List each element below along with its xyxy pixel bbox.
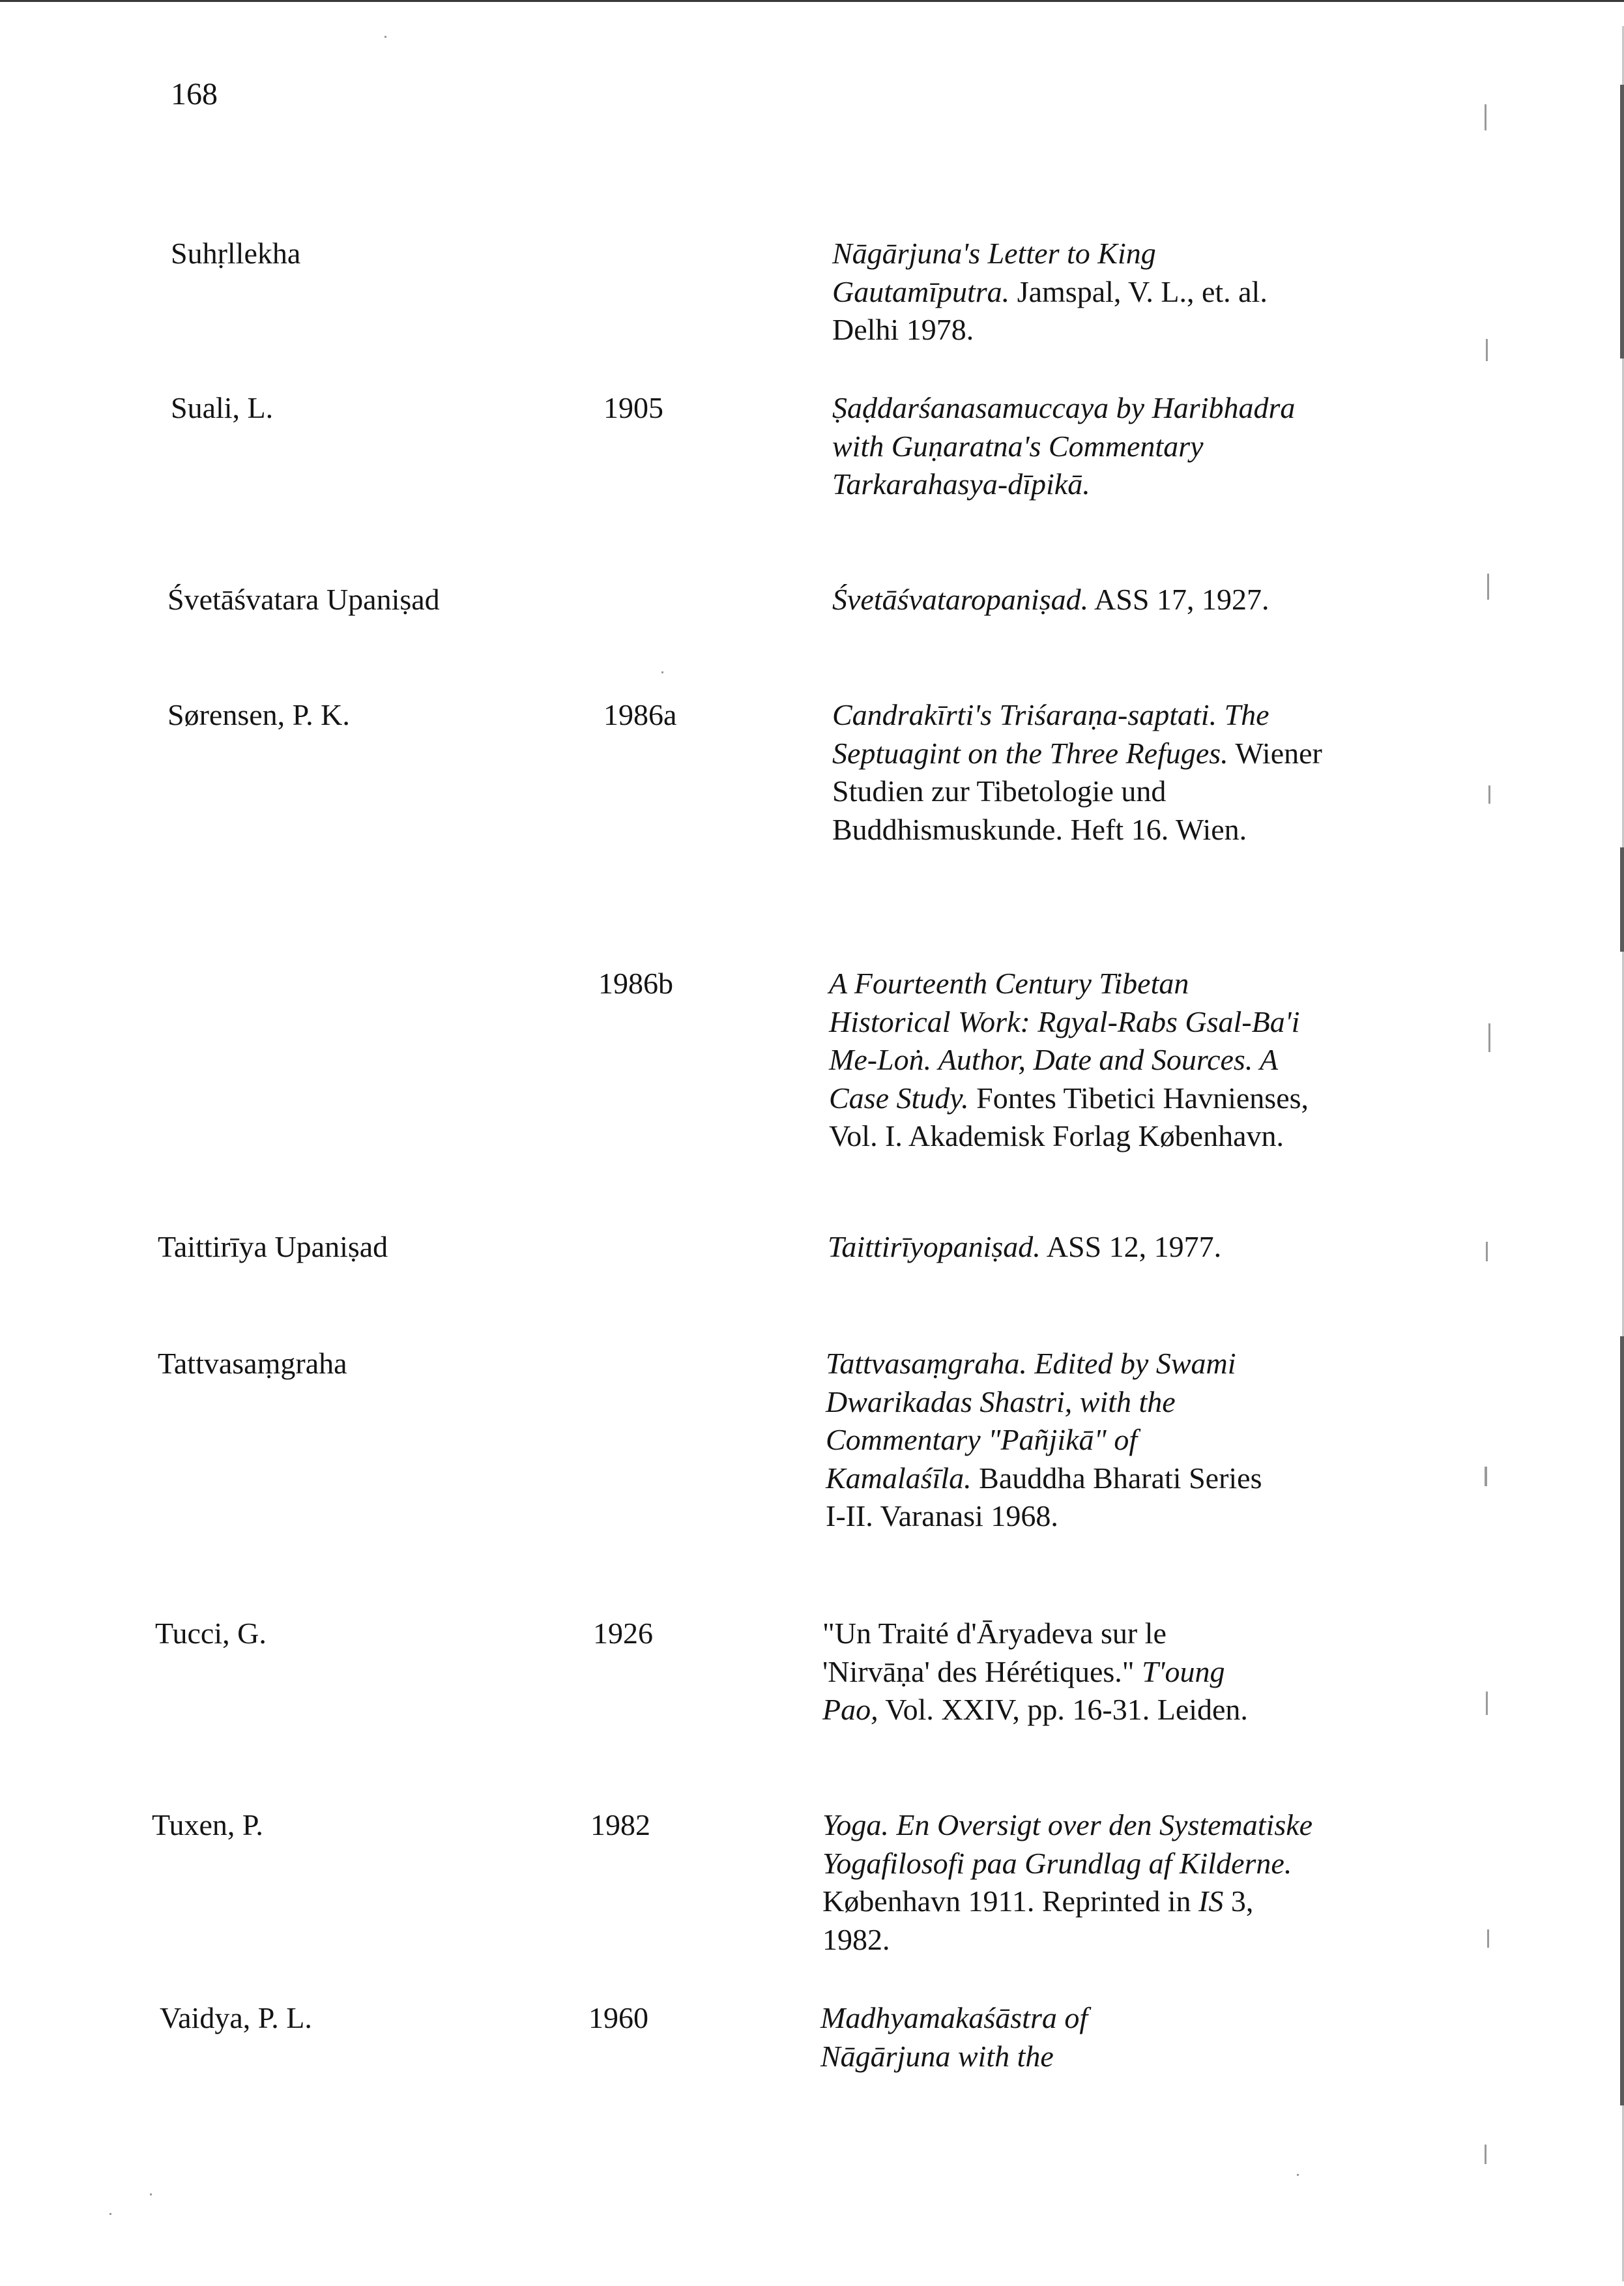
scan-edge-mark bbox=[1620, 847, 1624, 952]
reference-details: København 1911. Reprinted in bbox=[822, 1884, 1199, 1918]
entry-year: 1986b bbox=[598, 967, 673, 1000]
entry-author: Suali, L. bbox=[171, 391, 274, 424]
entry-author: Śvetāśvatara Upaniṣad bbox=[167, 583, 440, 616]
entry-author: Tucci, G. bbox=[155, 1617, 267, 1650]
reference-details: Vol. XXIV, pp. 16-31. Leiden. bbox=[878, 1693, 1248, 1726]
scan-speck bbox=[1488, 785, 1490, 804]
entry-reference bbox=[832, 235, 1327, 349]
entry-year: 1926 bbox=[593, 1617, 653, 1650]
reference-details: ASS 17, 1927. bbox=[1088, 583, 1269, 616]
scan-speck bbox=[1487, 1929, 1489, 1948]
entry-reference bbox=[828, 1228, 1323, 1267]
page-number: 168 bbox=[171, 77, 218, 111]
scan-speck bbox=[1487, 574, 1489, 600]
reference-title: Nāgārjuna's Letter to King Gautamīputra. bbox=[832, 237, 1156, 308]
entry-author: Vaidya, P. L. bbox=[160, 2001, 312, 2034]
entry-reference bbox=[820, 1999, 1225, 2075]
reference-details: Wiener Studien zur Tibetologie und Buddhismuskunde. Heft 16. Wien. bbox=[832, 736, 1322, 846]
reference-title: A Fourteenth Century Tibetan Historical Work: Rgyal-Rabs Gsal-Ba'i Me-Loṅ. Author, Date and Sources. A Case Study. bbox=[829, 967, 1300, 1115]
entry-year: 1986a bbox=[603, 698, 677, 731]
reference-title: Taittirīyopaniṣad. bbox=[828, 1230, 1041, 1263]
entry-reference bbox=[822, 1615, 1279, 1729]
entry-author: Tattvasaṃgraha bbox=[158, 1347, 347, 1380]
scan-speck bbox=[109, 2213, 111, 2215]
entry-author: Tuxen, P. bbox=[152, 1808, 263, 1841]
scan-speck bbox=[150, 2193, 152, 2195]
entry-reference bbox=[832, 389, 1327, 504]
scan-edge-mark bbox=[1620, 85, 1624, 359]
reference-details: Bauddha Bharati Series I-II. Varanasi 1968. bbox=[826, 1461, 1262, 1532]
scan-speck bbox=[1485, 1467, 1487, 1486]
entry-year: 1960 bbox=[588, 2001, 648, 2034]
entry-year: 1982 bbox=[590, 1808, 650, 1841]
reference-details: Fontes Tibetici Havnienses, Vol. I. Akademisk Forlag København. bbox=[829, 1081, 1309, 1152]
reference-title: Candrakīrti's Triśaraṇa-saptati. The Septuagint on the Three Refuges. bbox=[832, 698, 1269, 770]
reference-title: Tattvasaṃgraha. Edited by Swami Dwarikadas Shastri, with the Commentary "Pañjikā" of Kamalaśīla. bbox=[826, 1347, 1236, 1495]
reference-details: ASS 12, 1977. bbox=[1040, 1230, 1222, 1263]
entry-reference bbox=[822, 1806, 1318, 1959]
entry-reference bbox=[829, 965, 1311, 1156]
entry-author: Sørensen, P. K. bbox=[167, 698, 350, 731]
scan-speck bbox=[1486, 1692, 1488, 1715]
scan-speck bbox=[1488, 1023, 1490, 1052]
scan-speck bbox=[1297, 2174, 1299, 2176]
entry-reference bbox=[832, 696, 1327, 849]
entry-reference bbox=[832, 581, 1327, 619]
reference-details: Jamspal, V. L., et. al. Delhi 1978. bbox=[832, 274, 1268, 346]
reference-series-details: 3, 1982. bbox=[822, 1884, 1254, 1956]
scan-speck bbox=[1485, 2145, 1486, 2164]
reference-series-abbrev: IS bbox=[1198, 1884, 1224, 1918]
scan-speck bbox=[1486, 339, 1488, 361]
entry-author: Taittirīya Upaniṣad bbox=[158, 1230, 388, 1263]
reference-title: Ṣaḍdarśanasamuccaya by Haribhadra with Guṇaratna's Commentary Tarkarahasya-dīpikā. bbox=[832, 391, 1296, 501]
reference-title: Madhyamakaśāstra of Nāgārjuna with the bbox=[820, 2001, 1088, 2073]
reference-title: Śvetāśvataropaniṣad. bbox=[832, 583, 1089, 616]
scan-speck bbox=[1485, 104, 1486, 130]
scan-speck bbox=[384, 36, 386, 38]
entry-reference bbox=[826, 1345, 1269, 1536]
reference-title: Yoga. En Oversigt over den Systematiske Yogafilosofi paa Grundlag af Kilderne. bbox=[822, 1808, 1313, 1880]
scan-edge-mark bbox=[1620, 1336, 1624, 2105]
top-rule bbox=[0, 0, 1624, 2]
scan-speck bbox=[1486, 1242, 1488, 1261]
entry-author: Suhṛllekha bbox=[171, 237, 301, 270]
scan-speck bbox=[661, 671, 663, 673]
entry-year: 1905 bbox=[603, 391, 663, 424]
reference-article-title: "Un Traité d'Āryadeva sur le 'Nirvāṇa' des Hérétiques." bbox=[822, 1617, 1167, 1688]
reference-journal: T'oung Pao, bbox=[822, 1654, 1225, 1726]
